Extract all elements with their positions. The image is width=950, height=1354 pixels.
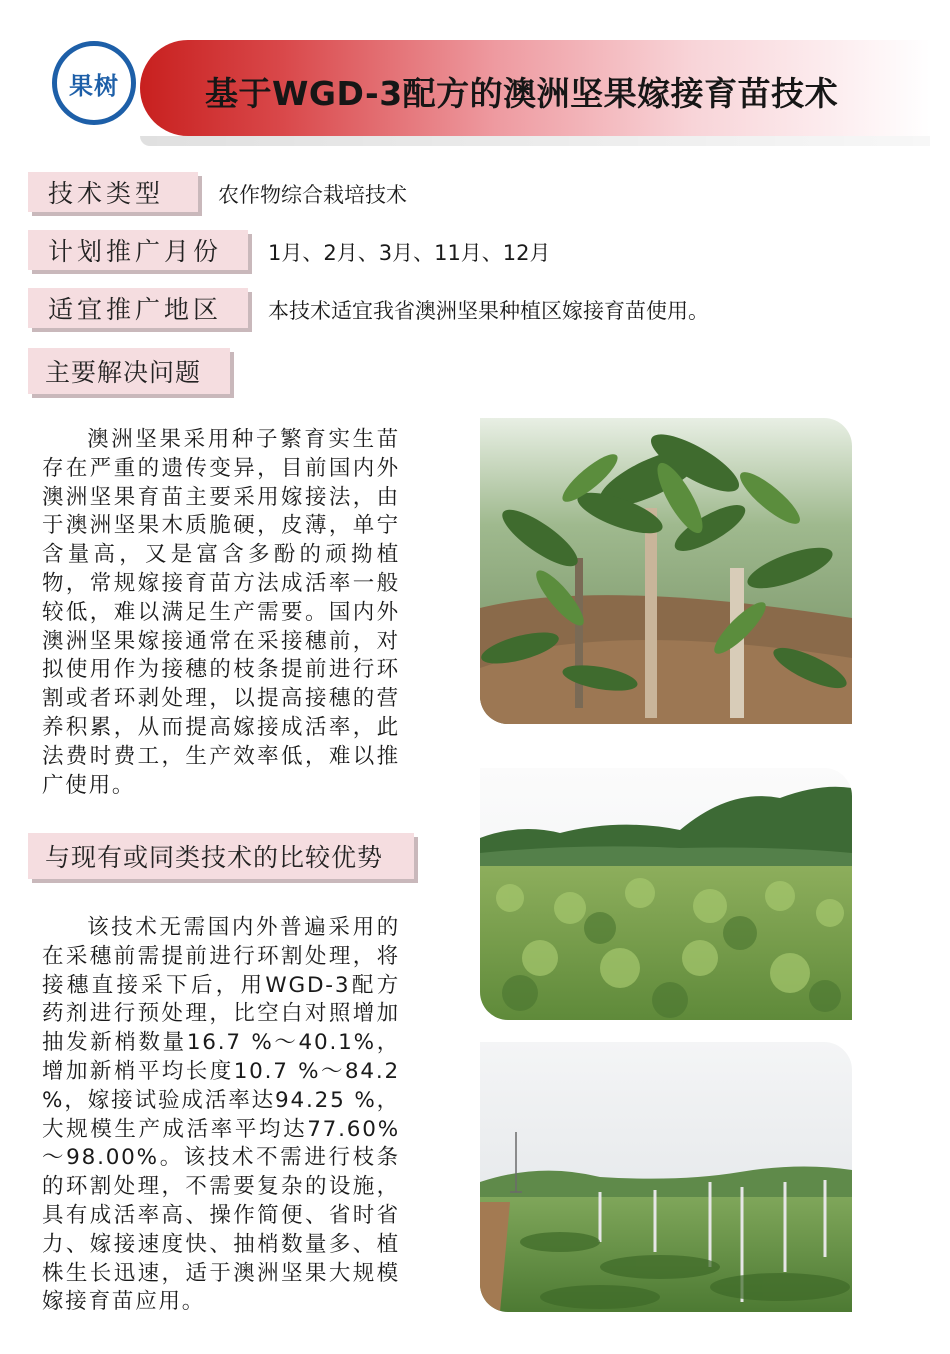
info-label-months: 计划推广月份 [28,230,248,270]
photo-nursery-field [480,768,852,1020]
info-value-months: 1月、2月、3月、11月、12月 [268,241,551,265]
info-label-tech-type: 技术类型 [28,172,198,212]
info-label-region: 适宜推广地区 [28,288,248,328]
info-value-region: 本技术适宜我省澳洲坚果种植区嫁接育苗使用。 [268,299,709,323]
section-text-advantages: 该技术无需国内外普遍采用的在采穗前需提前进行环割处理，将接穗直接采下后，用WGD-3配方药剂进行预处理，比空白对照增加抽发新梢数量16.7 %～40.1%，增加新梢平均长度10.7 %～84.2 %，嫁接试验成活率达94.25 %，大规模生产成活率平均达77.60%～98.00%。该技术不需进行枝条的环割处理，不需要复杂的设施，具有成活率高、操作简便、省时省力、嫁接速度快、抽梢数量多、植株生长迅速，适于澳洲坚果大规模嫁接育苗应用。 [42,915,400,1315]
category-badge [52,41,136,125]
section-heading-problems: 主要解决问题 [28,348,230,394]
photo-grafted-seedlings [480,418,852,724]
section-heading-advantages: 与现有或同类技术的比较优势 [28,833,414,879]
page-title: 基于WGD-3配方的澳洲坚果嫁接育苗技术 [205,74,839,113]
photo-orchard-stakes [480,1042,852,1312]
info-value-tech-type: 农作物综合栽培技术 [218,183,407,207]
section-text-problems: 澳洲坚果采用种子繁育实生苗存在严重的遗传变异，目前国内外澳洲坚果育苗主要采用嫁接法，由于澳洲坚果木质脆硬，皮薄，单宁含量高，又是富含多酚的顽拗植物，常规嫁接育苗方法成活率一般较低，难以满足生产需要。国内外澳洲坚果嫁接通常在采接穗前，对拟使用作为接穗的枝条提前进行环割或者环剥处理，以提高接穗的营养积累，从而提高嫁接成活率，此法费时费工，生产效率低，难以推广使用。 [42,427,400,798]
category-badge-label: 果树 [69,71,119,100]
